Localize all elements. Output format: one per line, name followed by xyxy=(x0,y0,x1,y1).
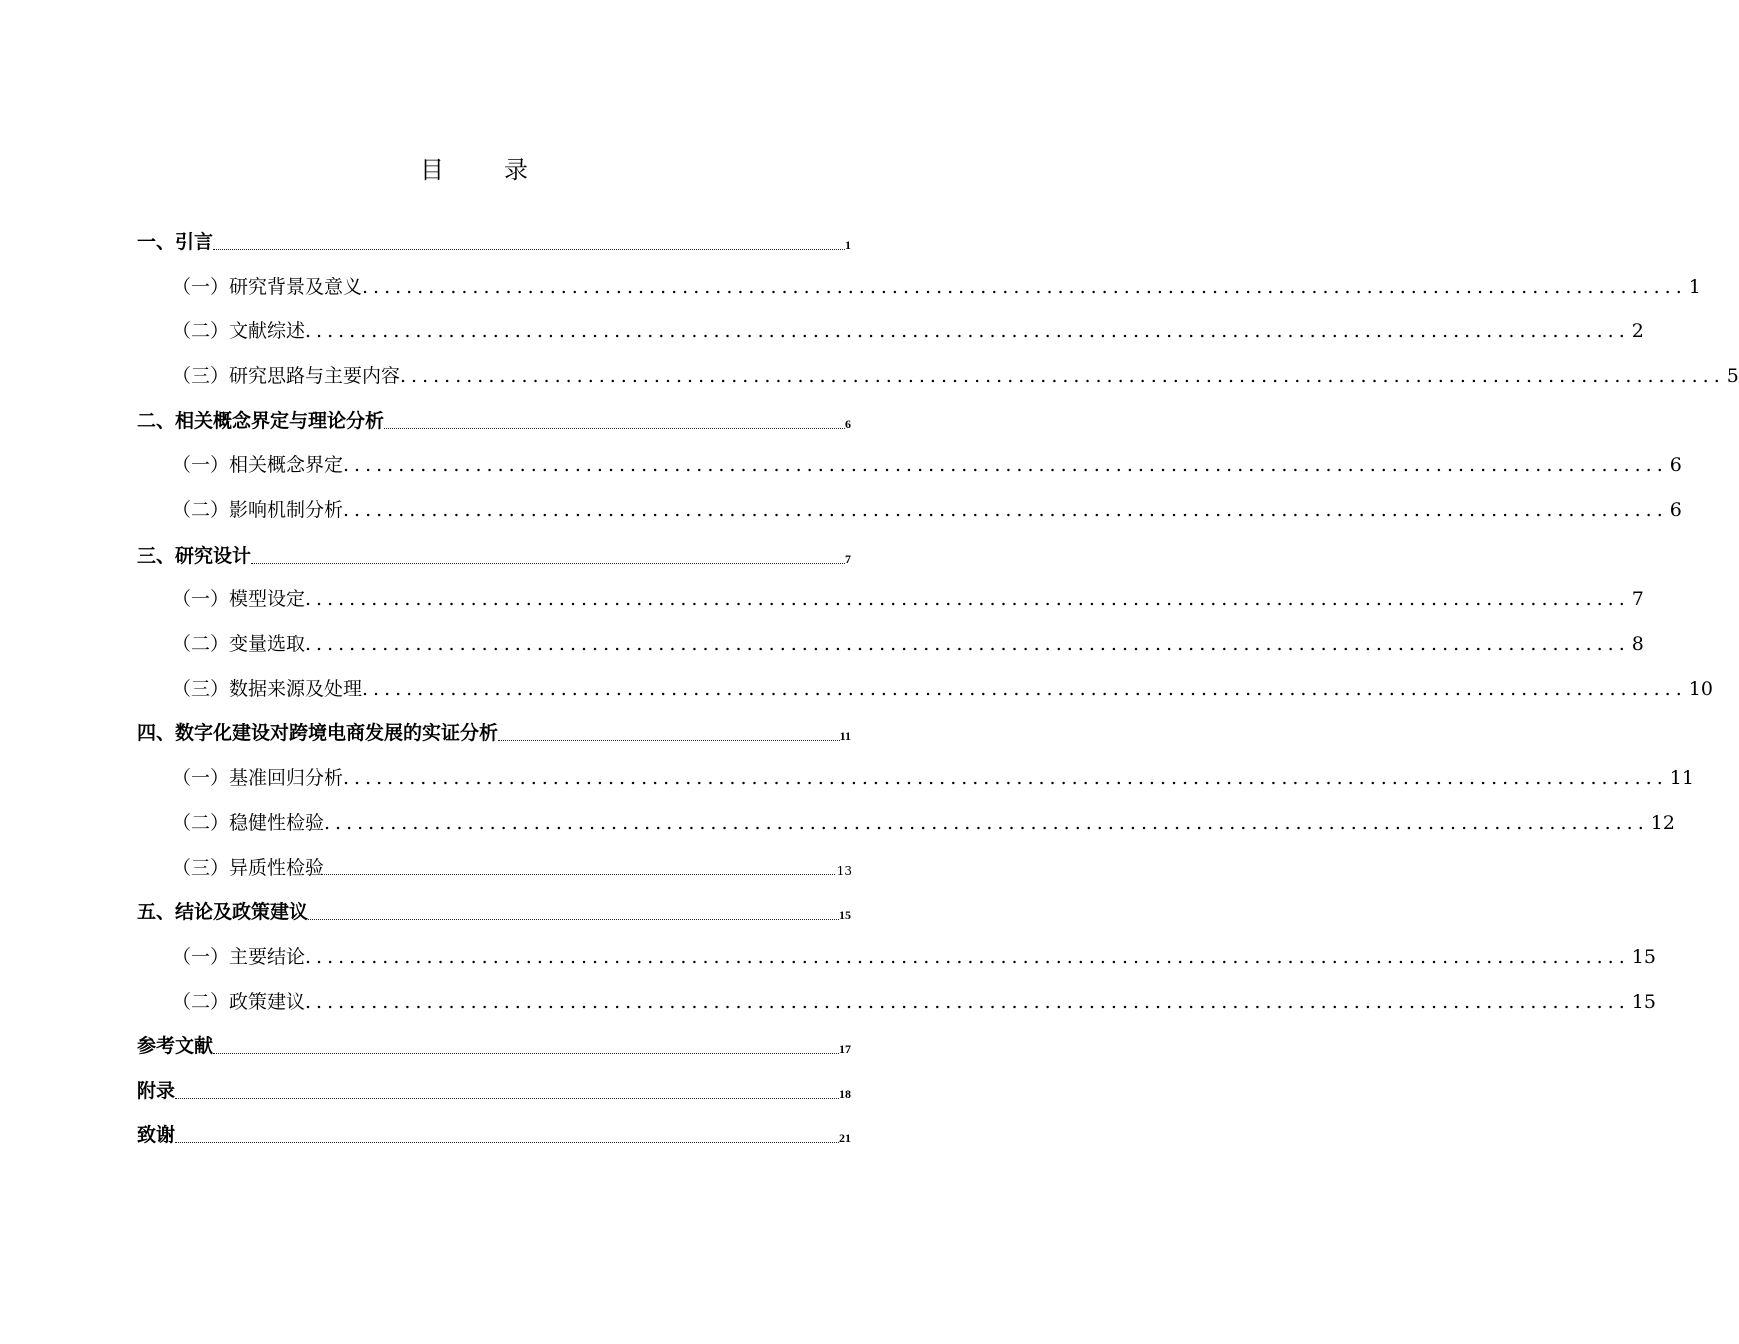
toc-entry-label: （三）研究思路与主要内容 xyxy=(172,365,401,387)
toc-entry-label: 四、数字化建设对跨境电商发展的实证分析 xyxy=(137,722,499,744)
title-char-1: 目 xyxy=(420,156,446,184)
toc-entry-page: 10 xyxy=(1688,678,1713,700)
toc-entry-label: （一）主要结论 xyxy=(172,946,306,968)
toc-entry[interactable] xyxy=(172,273,1701,301)
toc-leader: ........................................................................................................................ xyxy=(305,946,1630,968)
toc-leader xyxy=(498,738,840,741)
toc-entry-page: 1 xyxy=(845,238,851,252)
toc-entry-label: 附录 xyxy=(137,1080,176,1102)
toc-entry-label: （一）相关概念界定 xyxy=(172,454,344,476)
toc-entry[interactable] xyxy=(172,496,1682,524)
toc-entry-page: 11 xyxy=(1669,767,1694,789)
toc-leader: ........................................................................................................................ xyxy=(305,320,1630,342)
toc-leader xyxy=(251,561,845,564)
toc-entry-label: 一、引言 xyxy=(137,231,214,253)
toc-entry-page: 7 xyxy=(845,552,851,566)
toc-entry[interactable] xyxy=(172,317,1644,345)
toc-entry[interactable] xyxy=(137,720,851,746)
toc-leader: ........................................................................................................................ xyxy=(362,678,1687,700)
toc-entry-page: 6 xyxy=(1669,499,1682,521)
toc-entry-page: 2 xyxy=(1631,320,1644,342)
toc-entry-label: （三）异质性检验 xyxy=(172,857,325,879)
toc-entry[interactable] xyxy=(172,809,1675,837)
toc-entry-page: 21 xyxy=(839,1131,851,1145)
toc-entry-page: 15 xyxy=(1631,991,1656,1013)
toc-leader: ........................................................................................................................ xyxy=(343,454,1668,476)
toc-entry[interactable] xyxy=(137,408,851,434)
toc-leader xyxy=(175,1096,839,1099)
toc-entry-page: 6 xyxy=(845,417,851,431)
toc-entry[interactable] xyxy=(172,854,852,882)
toc-entry-label: （一）研究背景及意义 xyxy=(172,276,363,298)
toc-entry[interactable] xyxy=(172,764,1694,792)
toc-entry-label: （二）稳健性检验 xyxy=(172,812,325,834)
toc-entry-label: （一）模型设定 xyxy=(172,588,306,610)
toc-entry-page: 15 xyxy=(1631,946,1656,968)
toc-leader: ........................................................................................................................ xyxy=(305,991,1630,1013)
toc-entry-page: 12 xyxy=(1650,812,1675,834)
toc-entry[interactable] xyxy=(137,543,851,569)
toc-leader: ........................................................................................................................ xyxy=(343,767,1668,789)
toc-entry-page: 13 xyxy=(836,864,852,878)
toc-entry[interactable] xyxy=(137,229,851,255)
toc-entry-page: 5 xyxy=(1726,365,1739,387)
toc-entry-label: 致谢 xyxy=(137,1124,176,1146)
toc-leader: ........................................................................................................................ xyxy=(362,276,1687,298)
toc-entry[interactable] xyxy=(137,1033,851,1059)
toc-entry-page: 7 xyxy=(1631,588,1644,610)
toc-leader xyxy=(308,917,839,920)
toc-leader xyxy=(213,1051,839,1054)
toc-leader xyxy=(384,426,845,429)
toc-entry[interactable] xyxy=(172,943,1656,971)
toc-leader xyxy=(324,872,835,875)
toc-leader: ........................................................................................................................ xyxy=(305,588,1630,610)
toc-entry[interactable] xyxy=(137,1122,851,1148)
toc-entry-label: （一）基准回归分析 xyxy=(172,767,344,789)
title-char-2: 录 xyxy=(504,156,530,184)
toc-entry[interactable] xyxy=(172,675,1713,703)
toc-leader: ........................................................................................................................ xyxy=(324,812,1649,834)
toc-entry-page: 1 xyxy=(1688,276,1701,298)
toc-leader xyxy=(175,1140,839,1143)
toc-entry-page: 17 xyxy=(839,1042,851,1056)
toc-leader: ........................................................................................................................ xyxy=(343,499,1668,521)
toc-entry-label: 五、结论及政策建议 xyxy=(137,901,309,923)
toc-entry-page: 15 xyxy=(839,908,851,922)
toc-leader: ........................................................................................................................ xyxy=(305,633,1630,655)
toc-entry-page: 11 xyxy=(839,729,851,743)
toc-entry[interactable] xyxy=(172,630,1644,658)
toc-leader: ........................................................................................................................ xyxy=(400,365,1725,387)
toc-entry-label: （三）数据来源及处理 xyxy=(172,678,363,700)
toc-entry-label: （二）变量选取 xyxy=(172,633,306,655)
toc-entry-label: （二）文献综述 xyxy=(172,320,306,342)
toc-entry-label: （二）政策建议 xyxy=(172,991,306,1013)
toc-entry[interactable] xyxy=(137,899,851,925)
toc-entry[interactable] xyxy=(137,1078,851,1104)
toc-entry-label: （二）影响机制分析 xyxy=(172,499,344,521)
toc-entry-label: 二、相关概念界定与理论分析 xyxy=(137,410,385,432)
toc-entry-label: 三、研究设计 xyxy=(137,545,252,567)
toc-entry-page: 6 xyxy=(1669,454,1682,476)
toc-entry-page: 8 xyxy=(1631,633,1644,655)
toc-entry[interactable] xyxy=(172,451,1682,479)
toc-leader xyxy=(213,247,845,250)
toc-entry[interactable] xyxy=(172,362,1739,390)
toc-entry[interactable] xyxy=(172,585,1644,613)
toc-entry-label: 参考文献 xyxy=(137,1035,214,1057)
toc-entry[interactable] xyxy=(172,988,1656,1016)
toc-entry-page: 18 xyxy=(839,1087,851,1101)
